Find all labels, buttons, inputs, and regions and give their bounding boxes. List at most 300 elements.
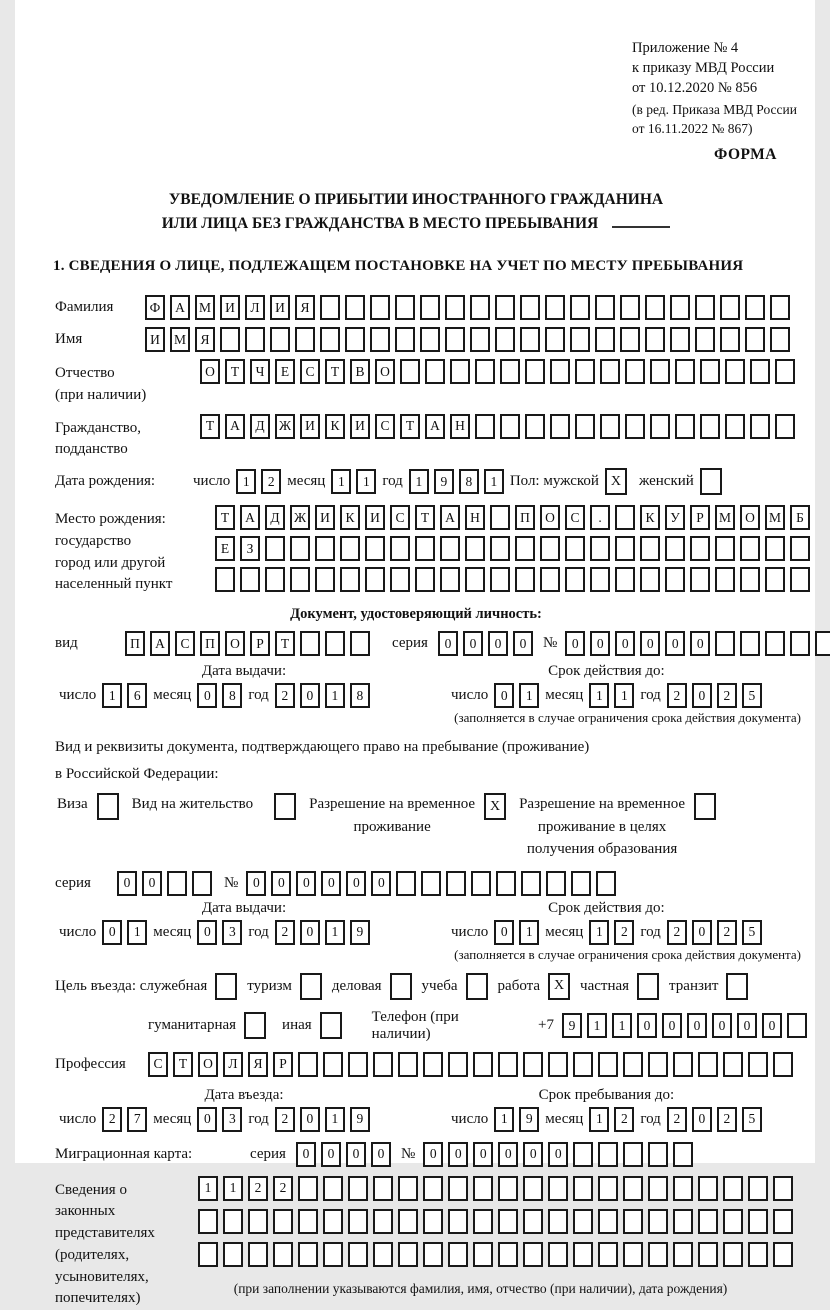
sex-female-checkbox[interactable] xyxy=(700,468,722,495)
char-cell[interactable] xyxy=(765,567,785,592)
char-cell[interactable] xyxy=(550,414,570,439)
char-cell[interactable] xyxy=(700,414,720,439)
char-cell[interactable]: С xyxy=(148,1052,168,1077)
char-cell[interactable] xyxy=(345,327,365,352)
char-cell[interactable] xyxy=(523,1176,543,1201)
char-cell[interactable] xyxy=(565,567,585,592)
char-cell[interactable] xyxy=(648,1142,668,1167)
char-cell[interactable] xyxy=(596,871,616,896)
char-cell[interactable]: О xyxy=(198,1052,218,1077)
char-cell[interactable]: Ф xyxy=(145,295,165,320)
char-cell[interactable] xyxy=(525,414,545,439)
char-cell[interactable]: Т xyxy=(200,414,220,439)
char-cell[interactable] xyxy=(290,567,310,592)
char-cell[interactable] xyxy=(498,1209,518,1234)
char-cell[interactable] xyxy=(295,327,315,352)
char-cell[interactable]: С xyxy=(565,505,585,530)
char-cell[interactable] xyxy=(623,1142,643,1167)
char-cell[interactable]: 0 xyxy=(296,871,316,896)
char-cell[interactable] xyxy=(167,871,187,896)
char-cell[interactable] xyxy=(498,1242,518,1267)
char-cell[interactable]: М xyxy=(765,505,785,530)
char-cell[interactable] xyxy=(720,327,740,352)
char-cell[interactable]: 0 xyxy=(346,1142,366,1167)
char-cell[interactable] xyxy=(398,1209,418,1234)
char-cell[interactable] xyxy=(448,1176,468,1201)
char-cell[interactable]: 0 xyxy=(662,1013,682,1038)
char-cell[interactable] xyxy=(348,1052,368,1077)
char-cell[interactable] xyxy=(448,1242,468,1267)
char-cell[interactable] xyxy=(773,1052,793,1077)
char-cell[interactable] xyxy=(598,1242,618,1267)
char-cell[interactable] xyxy=(815,631,830,656)
char-cell[interactable] xyxy=(315,536,335,561)
char-cell[interactable]: Р xyxy=(690,505,710,530)
char-cell[interactable] xyxy=(673,1209,693,1234)
char-cell[interactable] xyxy=(550,359,570,384)
char-cell[interactable]: Д xyxy=(250,414,270,439)
char-cell[interactable] xyxy=(323,1209,343,1234)
char-cell[interactable] xyxy=(725,414,745,439)
char-cell[interactable] xyxy=(623,1209,643,1234)
char-cell[interactable] xyxy=(515,536,535,561)
char-cell[interactable] xyxy=(520,327,540,352)
char-cell[interactable] xyxy=(695,327,715,352)
char-cell[interactable] xyxy=(500,414,520,439)
char-cell[interactable] xyxy=(665,536,685,561)
char-cell[interactable]: 1 xyxy=(614,683,634,708)
char-cell[interactable]: П xyxy=(125,631,145,656)
char-cell[interactable] xyxy=(420,327,440,352)
char-cell[interactable] xyxy=(723,1176,743,1201)
char-cell[interactable]: С xyxy=(300,359,320,384)
char-cell[interactable] xyxy=(340,536,360,561)
char-cell[interactable]: 1 xyxy=(223,1176,243,1201)
char-cell[interactable] xyxy=(348,1242,368,1267)
char-cell[interactable] xyxy=(490,536,510,561)
char-cell[interactable] xyxy=(598,1142,618,1167)
char-cell[interactable] xyxy=(673,1052,693,1077)
char-cell[interactable]: 1 xyxy=(519,920,539,945)
char-cell[interactable] xyxy=(500,359,520,384)
char-cell[interactable] xyxy=(470,327,490,352)
char-cell[interactable] xyxy=(575,414,595,439)
char-cell[interactable] xyxy=(600,359,620,384)
char-cell[interactable]: 9 xyxy=(350,920,370,945)
char-cell[interactable]: 5 xyxy=(742,683,762,708)
char-cell[interactable]: 0 xyxy=(300,683,320,708)
char-cell[interactable]: 1 xyxy=(198,1176,218,1201)
char-cell[interactable] xyxy=(498,1176,518,1201)
char-cell[interactable]: 1 xyxy=(589,920,609,945)
char-cell[interactable]: Е xyxy=(275,359,295,384)
temp-residence-checkbox[interactable]: X xyxy=(484,793,506,820)
char-cell[interactable] xyxy=(192,871,212,896)
char-cell[interactable] xyxy=(298,1209,318,1234)
char-cell[interactable]: Т xyxy=(173,1052,193,1077)
char-cell[interactable]: О xyxy=(200,359,220,384)
char-cell[interactable] xyxy=(598,1209,618,1234)
char-cell[interactable]: 8 xyxy=(459,469,479,494)
char-cell[interactable] xyxy=(673,1242,693,1267)
char-cell[interactable]: Б xyxy=(790,505,810,530)
char-cell[interactable] xyxy=(423,1209,443,1234)
char-cell[interactable]: А xyxy=(425,414,445,439)
char-cell[interactable]: В xyxy=(350,359,370,384)
char-cell[interactable] xyxy=(490,567,510,592)
char-cell[interactable] xyxy=(723,1052,743,1077)
char-cell[interactable] xyxy=(523,1242,543,1267)
char-cell[interactable]: 0 xyxy=(371,1142,391,1167)
char-cell[interactable]: И xyxy=(315,505,335,530)
char-cell[interactable] xyxy=(223,1209,243,1234)
char-cell[interactable] xyxy=(223,1242,243,1267)
char-cell[interactable]: 6 xyxy=(127,683,147,708)
char-cell[interactable] xyxy=(240,567,260,592)
char-cell[interactable]: Т xyxy=(400,414,420,439)
char-cell[interactable]: 2 xyxy=(667,920,687,945)
char-cell[interactable]: 2 xyxy=(614,920,634,945)
char-cell[interactable] xyxy=(775,414,795,439)
char-cell[interactable] xyxy=(640,536,660,561)
char-cell[interactable]: 0 xyxy=(637,1013,657,1038)
char-cell[interactable]: 1 xyxy=(356,469,376,494)
char-cell[interactable] xyxy=(220,327,240,352)
char-cell[interactable]: 2 xyxy=(261,469,281,494)
char-cell[interactable] xyxy=(698,1052,718,1077)
char-cell[interactable]: Т xyxy=(225,359,245,384)
char-cell[interactable]: 0 xyxy=(665,631,685,656)
purpose-humanitarian-checkbox[interactable] xyxy=(244,1012,266,1039)
char-cell[interactable] xyxy=(323,1176,343,1201)
char-cell[interactable] xyxy=(448,1052,468,1077)
char-cell[interactable] xyxy=(648,1209,668,1234)
char-cell[interactable] xyxy=(573,1142,593,1167)
char-cell[interactable] xyxy=(670,295,690,320)
char-cell[interactable] xyxy=(740,536,760,561)
char-cell[interactable]: Т xyxy=(215,505,235,530)
char-cell[interactable] xyxy=(545,295,565,320)
char-cell[interactable]: 0 xyxy=(300,920,320,945)
char-cell[interactable] xyxy=(600,414,620,439)
char-cell[interactable] xyxy=(398,1176,418,1201)
char-cell[interactable]: К xyxy=(340,505,360,530)
char-cell[interactable]: И xyxy=(145,327,165,352)
char-cell[interactable] xyxy=(421,871,441,896)
char-cell[interactable] xyxy=(546,871,566,896)
char-cell[interactable] xyxy=(373,1176,393,1201)
char-cell[interactable] xyxy=(645,327,665,352)
char-cell[interactable] xyxy=(675,414,695,439)
char-cell[interactable]: 1 xyxy=(102,683,122,708)
char-cell[interactable] xyxy=(523,1209,543,1234)
char-cell[interactable] xyxy=(273,1209,293,1234)
char-cell[interactable] xyxy=(773,1176,793,1201)
char-cell[interactable] xyxy=(773,1242,793,1267)
char-cell[interactable]: 1 xyxy=(589,683,609,708)
char-cell[interactable] xyxy=(745,327,765,352)
char-cell[interactable]: 1 xyxy=(519,683,539,708)
char-cell[interactable] xyxy=(573,1052,593,1077)
char-cell[interactable]: 5 xyxy=(742,920,762,945)
char-cell[interactable] xyxy=(750,414,770,439)
char-cell[interactable] xyxy=(415,536,435,561)
char-cell[interactable] xyxy=(495,295,515,320)
char-cell[interactable] xyxy=(473,1242,493,1267)
char-cell[interactable] xyxy=(465,536,485,561)
char-cell[interactable] xyxy=(373,1209,393,1234)
char-cell[interactable]: 7 xyxy=(127,1107,147,1132)
char-cell[interactable] xyxy=(245,327,265,352)
char-cell[interactable] xyxy=(495,327,515,352)
char-cell[interactable]: 0 xyxy=(737,1013,757,1038)
char-cell[interactable] xyxy=(265,567,285,592)
char-cell[interactable]: 2 xyxy=(275,683,295,708)
char-cell[interactable] xyxy=(775,359,795,384)
char-cell[interactable]: 0 xyxy=(494,920,514,945)
char-cell[interactable]: О xyxy=(740,505,760,530)
char-cell[interactable] xyxy=(620,327,640,352)
purpose-transit-checkbox[interactable] xyxy=(726,973,748,1000)
char-cell[interactable]: 1 xyxy=(484,469,504,494)
char-cell[interactable] xyxy=(623,1052,643,1077)
char-cell[interactable] xyxy=(320,295,340,320)
char-cell[interactable] xyxy=(690,536,710,561)
char-cell[interactable]: 0 xyxy=(142,871,162,896)
char-cell[interactable]: И xyxy=(220,295,240,320)
char-cell[interactable] xyxy=(748,1242,768,1267)
char-cell[interactable]: 0 xyxy=(296,1142,316,1167)
char-cell[interactable] xyxy=(290,536,310,561)
char-cell[interactable] xyxy=(390,567,410,592)
char-cell[interactable]: 0 xyxy=(438,631,458,656)
char-cell[interactable] xyxy=(540,567,560,592)
char-cell[interactable]: 9 xyxy=(350,1107,370,1132)
char-cell[interactable] xyxy=(471,871,491,896)
char-cell[interactable]: 0 xyxy=(197,920,217,945)
char-cell[interactable] xyxy=(450,359,470,384)
char-cell[interactable] xyxy=(623,1176,643,1201)
char-cell[interactable] xyxy=(423,1242,443,1267)
char-cell[interactable]: 1 xyxy=(331,469,351,494)
char-cell[interactable] xyxy=(515,567,535,592)
char-cell[interactable] xyxy=(595,327,615,352)
char-cell[interactable]: 2 xyxy=(273,1176,293,1201)
char-cell[interactable] xyxy=(370,327,390,352)
char-cell[interactable]: А xyxy=(170,295,190,320)
char-cell[interactable]: 2 xyxy=(717,1107,737,1132)
char-cell[interactable] xyxy=(248,1242,268,1267)
char-cell[interactable] xyxy=(698,1242,718,1267)
char-cell[interactable] xyxy=(720,295,740,320)
char-cell[interactable]: 8 xyxy=(350,683,370,708)
char-cell[interactable] xyxy=(573,1209,593,1234)
char-cell[interactable] xyxy=(623,1242,643,1267)
char-cell[interactable] xyxy=(373,1052,393,1077)
char-cell[interactable]: 0 xyxy=(687,1013,707,1038)
char-cell[interactable] xyxy=(395,295,415,320)
char-cell[interactable] xyxy=(748,1176,768,1201)
char-cell[interactable]: 9 xyxy=(434,469,454,494)
char-cell[interactable] xyxy=(498,1052,518,1077)
char-cell[interactable] xyxy=(590,536,610,561)
char-cell[interactable] xyxy=(650,414,670,439)
char-cell[interactable] xyxy=(673,1176,693,1201)
char-cell[interactable]: 0 xyxy=(692,920,712,945)
char-cell[interactable] xyxy=(595,295,615,320)
char-cell[interactable] xyxy=(448,1209,468,1234)
char-cell[interactable] xyxy=(496,871,516,896)
char-cell[interactable] xyxy=(298,1176,318,1201)
char-cell[interactable]: З xyxy=(240,536,260,561)
char-cell[interactable]: 9 xyxy=(519,1107,539,1132)
char-cell[interactable]: 2 xyxy=(614,1107,634,1132)
char-cell[interactable]: 1 xyxy=(127,920,147,945)
char-cell[interactable] xyxy=(445,327,465,352)
char-cell[interactable]: 0 xyxy=(271,871,291,896)
char-cell[interactable] xyxy=(521,871,541,896)
char-cell[interactable]: 5 xyxy=(742,1107,762,1132)
char-cell[interactable] xyxy=(545,327,565,352)
char-cell[interactable]: 1 xyxy=(612,1013,632,1038)
residence-permit-checkbox[interactable] xyxy=(274,793,296,820)
char-cell[interactable] xyxy=(548,1052,568,1077)
char-cell[interactable]: 0 xyxy=(300,1107,320,1132)
char-cell[interactable] xyxy=(598,1052,618,1077)
purpose-private-checkbox[interactable] xyxy=(637,973,659,1000)
char-cell[interactable] xyxy=(573,1242,593,1267)
char-cell[interactable] xyxy=(475,414,495,439)
char-cell[interactable] xyxy=(565,536,585,561)
char-cell[interactable] xyxy=(348,1176,368,1201)
char-cell[interactable]: У xyxy=(665,505,685,530)
purpose-study-checkbox[interactable] xyxy=(466,973,488,1000)
char-cell[interactable] xyxy=(440,567,460,592)
char-cell[interactable] xyxy=(473,1209,493,1234)
char-cell[interactable] xyxy=(345,295,365,320)
char-cell[interactable] xyxy=(323,1242,343,1267)
char-cell[interactable] xyxy=(520,295,540,320)
char-cell[interactable]: 0 xyxy=(494,683,514,708)
char-cell[interactable] xyxy=(673,1142,693,1167)
purpose-work-checkbox[interactable]: X xyxy=(548,973,570,1000)
char-cell[interactable]: 0 xyxy=(640,631,660,656)
char-cell[interactable]: И xyxy=(350,414,370,439)
char-cell[interactable] xyxy=(548,1209,568,1234)
char-cell[interactable] xyxy=(315,567,335,592)
char-cell[interactable] xyxy=(675,359,695,384)
char-cell[interactable]: 0 xyxy=(488,631,508,656)
char-cell[interactable] xyxy=(615,536,635,561)
char-cell[interactable] xyxy=(698,1209,718,1234)
char-cell[interactable]: И xyxy=(365,505,385,530)
char-cell[interactable]: 0 xyxy=(371,871,391,896)
char-cell[interactable] xyxy=(198,1209,218,1234)
char-cell[interactable]: 0 xyxy=(692,683,712,708)
purpose-business-checkbox[interactable] xyxy=(390,973,412,1000)
char-cell[interactable] xyxy=(648,1176,668,1201)
char-cell[interactable] xyxy=(370,295,390,320)
char-cell[interactable]: Л xyxy=(245,295,265,320)
char-cell[interactable]: Ж xyxy=(290,505,310,530)
char-cell[interactable]: Е xyxy=(215,536,235,561)
char-cell[interactable] xyxy=(440,536,460,561)
char-cell[interactable] xyxy=(323,1052,343,1077)
char-cell[interactable] xyxy=(715,631,735,656)
char-cell[interactable] xyxy=(748,1052,768,1077)
char-cell[interactable] xyxy=(645,295,665,320)
char-cell[interactable] xyxy=(373,1242,393,1267)
char-cell[interactable] xyxy=(695,295,715,320)
char-cell[interactable] xyxy=(698,1176,718,1201)
char-cell[interactable] xyxy=(715,536,735,561)
char-cell[interactable] xyxy=(598,1176,618,1201)
char-cell[interactable] xyxy=(473,1052,493,1077)
char-cell[interactable] xyxy=(340,567,360,592)
char-cell[interactable]: И xyxy=(270,295,290,320)
char-cell[interactable]: М xyxy=(715,505,735,530)
char-cell[interactable] xyxy=(420,295,440,320)
char-cell[interactable] xyxy=(325,631,345,656)
char-cell[interactable]: 1 xyxy=(325,920,345,945)
char-cell[interactable] xyxy=(523,1052,543,1077)
char-cell[interactable]: С xyxy=(375,414,395,439)
char-cell[interactable] xyxy=(248,1209,268,1234)
char-cell[interactable] xyxy=(773,1209,793,1234)
char-cell[interactable]: 2 xyxy=(717,683,737,708)
purpose-official-checkbox[interactable] xyxy=(215,973,237,1000)
char-cell[interactable] xyxy=(723,1242,743,1267)
char-cell[interactable] xyxy=(400,359,420,384)
char-cell[interactable] xyxy=(725,359,745,384)
char-cell[interactable] xyxy=(750,359,770,384)
purpose-tourism-checkbox[interactable] xyxy=(300,973,322,1000)
char-cell[interactable]: К xyxy=(640,505,660,530)
char-cell[interactable]: 0 xyxy=(448,1142,468,1167)
char-cell[interactable] xyxy=(787,1013,807,1038)
char-cell[interactable]: 0 xyxy=(102,920,122,945)
char-cell[interactable] xyxy=(270,327,290,352)
char-cell[interactable]: 2 xyxy=(275,1107,295,1132)
char-cell[interactable] xyxy=(615,505,635,530)
char-cell[interactable] xyxy=(350,631,370,656)
char-cell[interactable]: Т xyxy=(275,631,295,656)
char-cell[interactable]: 0 xyxy=(548,1142,568,1167)
purpose-other-checkbox[interactable] xyxy=(320,1012,342,1039)
char-cell[interactable]: 1 xyxy=(589,1107,609,1132)
char-cell[interactable] xyxy=(548,1176,568,1201)
char-cell[interactable]: 0 xyxy=(463,631,483,656)
char-cell[interactable] xyxy=(745,295,765,320)
char-cell[interactable]: Я xyxy=(195,327,215,352)
char-cell[interactable]: 0 xyxy=(712,1013,732,1038)
char-cell[interactable] xyxy=(715,567,735,592)
char-cell[interactable]: К xyxy=(325,414,345,439)
char-cell[interactable] xyxy=(423,1176,443,1201)
char-cell[interactable]: 0 xyxy=(321,871,341,896)
char-cell[interactable]: . xyxy=(590,505,610,530)
char-cell[interactable]: 0 xyxy=(690,631,710,656)
char-cell[interactable]: 1 xyxy=(236,469,256,494)
char-cell[interactable] xyxy=(570,295,590,320)
char-cell[interactable] xyxy=(765,631,785,656)
char-cell[interactable]: П xyxy=(515,505,535,530)
char-cell[interactable]: 0 xyxy=(565,631,585,656)
char-cell[interactable] xyxy=(625,359,645,384)
char-cell[interactable] xyxy=(770,327,790,352)
char-cell[interactable]: 0 xyxy=(321,1142,341,1167)
char-cell[interactable] xyxy=(740,567,760,592)
